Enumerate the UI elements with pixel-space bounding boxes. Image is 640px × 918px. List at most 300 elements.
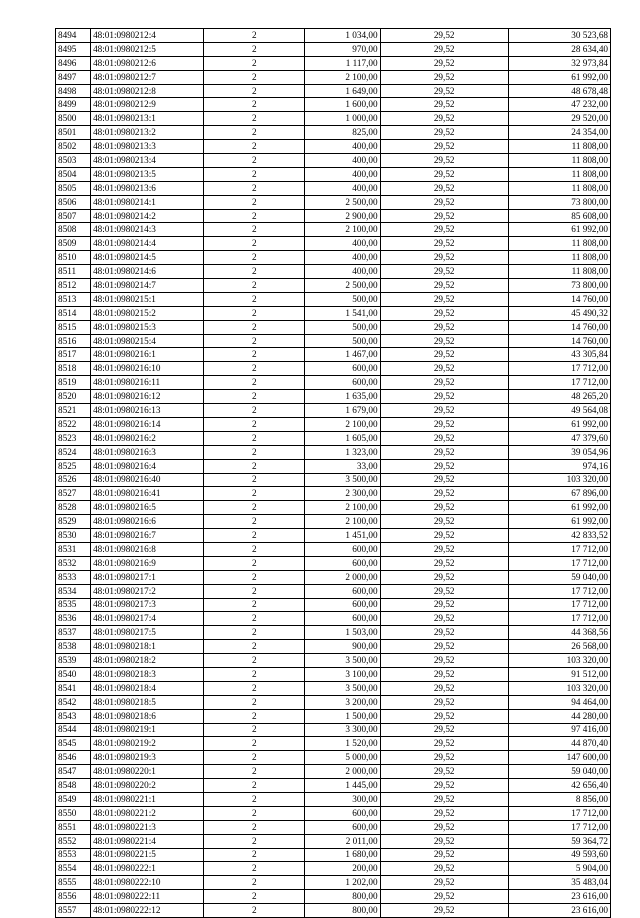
area-cell: 2 000,00 xyxy=(305,570,380,584)
row-number-cell: 8549 xyxy=(56,792,91,806)
rate-cell: 29,52 xyxy=(380,848,508,862)
value-cell: 17 712,00 xyxy=(508,612,610,626)
cadastral-number-cell: 48:01:0980216:4 xyxy=(91,459,204,473)
table-row xyxy=(56,501,611,515)
rate-cell: 29,52 xyxy=(380,320,508,334)
row-number-cell: 8541 xyxy=(56,681,91,695)
rate-cell: 29,52 xyxy=(380,792,508,806)
value-cell: 73 800,00 xyxy=(508,279,610,293)
area-cell: 600,00 xyxy=(305,584,380,598)
table-row xyxy=(56,390,611,404)
rate-cell: 29,52 xyxy=(380,515,508,529)
table-row xyxy=(56,654,611,668)
category-code-cell: 2 xyxy=(204,209,305,223)
cadastral-number-cell: 48:01:0980214:6 xyxy=(91,265,204,279)
area-cell: 500,00 xyxy=(305,334,380,348)
row-number-cell: 8556 xyxy=(56,890,91,904)
row-number-cell: 8539 xyxy=(56,654,91,668)
value-cell: 11 808,00 xyxy=(508,154,610,168)
value-cell: 14 760,00 xyxy=(508,320,610,334)
row-number-cell: 8543 xyxy=(56,709,91,723)
table-row xyxy=(56,84,611,98)
value-cell: 103 320,00 xyxy=(508,654,610,668)
row-number-cell: 8533 xyxy=(56,570,91,584)
table-row xyxy=(56,56,611,70)
area-cell: 1 323,00 xyxy=(305,445,380,459)
category-code-cell: 2 xyxy=(204,29,305,43)
row-number-cell: 8532 xyxy=(56,556,91,570)
value-cell: 11 808,00 xyxy=(508,167,610,181)
cadastral-number-cell: 48:01:0980216:11 xyxy=(91,376,204,390)
rate-cell: 29,52 xyxy=(380,306,508,320)
table-row xyxy=(56,70,611,84)
category-code-cell: 2 xyxy=(204,112,305,126)
value-cell: 17 712,00 xyxy=(508,584,610,598)
table-row xyxy=(56,265,611,279)
row-number-cell: 8537 xyxy=(56,626,91,640)
table-body xyxy=(56,29,611,918)
rate-cell: 29,52 xyxy=(380,70,508,84)
value-cell: 35 483,04 xyxy=(508,876,610,890)
table-row xyxy=(56,695,611,709)
rate-cell: 29,52 xyxy=(380,154,508,168)
category-code-cell: 2 xyxy=(204,723,305,737)
table-row xyxy=(56,126,611,140)
cadastral-number-cell: 48:01:0980215:3 xyxy=(91,320,204,334)
table-row xyxy=(56,779,611,793)
row-number-cell: 8545 xyxy=(56,737,91,751)
area-cell: 300,00 xyxy=(305,792,380,806)
rate-cell: 29,52 xyxy=(380,806,508,820)
area-cell: 1 680,00 xyxy=(305,848,380,862)
rate-cell: 29,52 xyxy=(380,292,508,306)
value-cell: 17 712,00 xyxy=(508,820,610,834)
table-row xyxy=(56,487,611,501)
value-cell: 28 634,40 xyxy=(508,42,610,56)
row-number-cell: 8502 xyxy=(56,140,91,154)
cadastral-number-cell: 48:01:0980214:2 xyxy=(91,209,204,223)
row-number-cell: 8503 xyxy=(56,154,91,168)
row-number-cell: 8501 xyxy=(56,126,91,140)
area-cell: 3 300,00 xyxy=(305,723,380,737)
area-cell: 2 100,00 xyxy=(305,70,380,84)
value-cell: 974,16 xyxy=(508,459,610,473)
cadastral-number-cell: 48:01:0980216:8 xyxy=(91,542,204,556)
cadastral-number-cell: 48:01:0980216:7 xyxy=(91,529,204,543)
cadastral-number-cell: 48:01:0980215:1 xyxy=(91,292,204,306)
table-row xyxy=(56,834,611,848)
area-cell: 1 467,00 xyxy=(305,348,380,362)
row-number-cell: 8534 xyxy=(56,584,91,598)
value-cell: 45 490,32 xyxy=(508,306,610,320)
cadastral-number-cell: 48:01:0980216:10 xyxy=(91,362,204,376)
area-cell: 2 500,00 xyxy=(305,195,380,209)
category-code-cell: 2 xyxy=(204,654,305,668)
category-code-cell: 2 xyxy=(204,390,305,404)
value-cell: 48 678,48 xyxy=(508,84,610,98)
category-code-cell: 2 xyxy=(204,181,305,195)
category-code-cell: 2 xyxy=(204,417,305,431)
rate-cell: 29,52 xyxy=(380,765,508,779)
rate-cell: 29,52 xyxy=(380,181,508,195)
value-cell: 61 992,00 xyxy=(508,501,610,515)
area-cell: 1 202,00 xyxy=(305,876,380,890)
category-code-cell: 2 xyxy=(204,751,305,765)
row-number-cell: 8529 xyxy=(56,515,91,529)
rate-cell: 29,52 xyxy=(380,376,508,390)
cadastral-number-cell: 48:01:0980222:11 xyxy=(91,890,204,904)
table-row xyxy=(56,140,611,154)
area-cell: 400,00 xyxy=(305,237,380,251)
table-row xyxy=(56,306,611,320)
cadastral-number-cell: 48:01:0980213:6 xyxy=(91,181,204,195)
value-cell: 11 808,00 xyxy=(508,237,610,251)
table-row xyxy=(56,431,611,445)
category-code-cell: 2 xyxy=(204,820,305,834)
category-code-cell: 2 xyxy=(204,681,305,695)
category-code-cell: 2 xyxy=(204,640,305,654)
cadastral-number-cell: 48:01:0980213:1 xyxy=(91,112,204,126)
value-cell: 43 305,84 xyxy=(508,348,610,362)
rate-cell: 29,52 xyxy=(380,265,508,279)
row-number-cell: 8518 xyxy=(56,362,91,376)
rate-cell: 29,52 xyxy=(380,84,508,98)
cadastral-number-cell: 48:01:0980216:9 xyxy=(91,556,204,570)
category-code-cell: 2 xyxy=(204,695,305,709)
category-code-cell: 2 xyxy=(204,404,305,418)
category-code-cell: 2 xyxy=(204,834,305,848)
category-code-cell: 2 xyxy=(204,667,305,681)
table-row xyxy=(56,515,611,529)
row-number-cell: 8513 xyxy=(56,292,91,306)
table-row xyxy=(56,334,611,348)
table-row xyxy=(56,29,611,43)
row-number-cell: 8530 xyxy=(56,529,91,543)
rate-cell: 29,52 xyxy=(380,362,508,376)
cadastral-number-cell: 48:01:0980217:1 xyxy=(91,570,204,584)
row-number-cell: 8498 xyxy=(56,84,91,98)
value-cell: 32 973,84 xyxy=(508,56,610,70)
table-row xyxy=(56,279,611,293)
row-number-cell: 8557 xyxy=(56,904,91,918)
area-cell: 600,00 xyxy=(305,598,380,612)
category-code-cell: 2 xyxy=(204,279,305,293)
category-code-cell: 2 xyxy=(204,348,305,362)
value-cell: 97 416,00 xyxy=(508,723,610,737)
value-cell: 49 564,08 xyxy=(508,404,610,418)
row-number-cell: 8521 xyxy=(56,404,91,418)
cadastral-number-cell: 48:01:0980214:4 xyxy=(91,237,204,251)
value-cell: 61 992,00 xyxy=(508,223,610,237)
table-row xyxy=(56,570,611,584)
cadastral-number-cell: 48:01:0980214:5 xyxy=(91,251,204,265)
table-row xyxy=(56,765,611,779)
cadastral-number-cell: 48:01:0980219:2 xyxy=(91,737,204,751)
rate-cell: 29,52 xyxy=(380,417,508,431)
category-code-cell: 2 xyxy=(204,779,305,793)
area-cell: 400,00 xyxy=(305,140,380,154)
area-cell: 600,00 xyxy=(305,542,380,556)
cadastral-number-cell: 48:01:0980217:3 xyxy=(91,598,204,612)
rate-cell: 29,52 xyxy=(380,890,508,904)
table-row xyxy=(56,890,611,904)
table-row xyxy=(56,598,611,612)
cadastral-number-cell: 48:01:0980213:4 xyxy=(91,154,204,168)
rate-cell: 29,52 xyxy=(380,904,508,918)
area-cell: 500,00 xyxy=(305,320,380,334)
cadastral-number-cell: 48:01:0980219:3 xyxy=(91,751,204,765)
category-code-cell: 2 xyxy=(204,626,305,640)
area-cell: 2 000,00 xyxy=(305,765,380,779)
rate-cell: 29,52 xyxy=(380,820,508,834)
rate-cell: 29,52 xyxy=(380,56,508,70)
row-number-cell: 8504 xyxy=(56,167,91,181)
area-cell: 500,00 xyxy=(305,292,380,306)
table-row xyxy=(56,320,611,334)
table-row xyxy=(56,626,611,640)
cadastral-number-cell: 48:01:0980212:4 xyxy=(91,29,204,43)
cadastral-number-cell: 48:01:0980216:6 xyxy=(91,515,204,529)
cadastral-number-cell: 48:01:0980216:14 xyxy=(91,417,204,431)
value-cell: 8 856,00 xyxy=(508,792,610,806)
rate-cell: 29,52 xyxy=(380,529,508,543)
value-cell: 26 568,00 xyxy=(508,640,610,654)
table-row xyxy=(56,751,611,765)
row-number-cell: 8535 xyxy=(56,598,91,612)
rate-cell: 29,52 xyxy=(380,334,508,348)
table-row xyxy=(56,459,611,473)
row-number-cell: 8509 xyxy=(56,237,91,251)
cadastral-number-cell: 48:01:0980216:3 xyxy=(91,445,204,459)
value-cell: 59 364,72 xyxy=(508,834,610,848)
value-cell: 61 992,00 xyxy=(508,70,610,84)
row-number-cell: 8552 xyxy=(56,834,91,848)
value-cell: 85 608,00 xyxy=(508,209,610,223)
area-cell: 1 679,00 xyxy=(305,404,380,418)
category-code-cell: 2 xyxy=(204,265,305,279)
row-number-cell: 8525 xyxy=(56,459,91,473)
value-cell: 44 368,56 xyxy=(508,626,610,640)
cadastral-number-cell: 48:01:0980221:5 xyxy=(91,848,204,862)
row-number-cell: 8544 xyxy=(56,723,91,737)
category-code-cell: 2 xyxy=(204,584,305,598)
area-cell: 1 605,00 xyxy=(305,431,380,445)
row-number-cell: 8517 xyxy=(56,348,91,362)
value-cell: 11 808,00 xyxy=(508,181,610,195)
value-cell: 44 280,00 xyxy=(508,709,610,723)
value-cell: 24 354,00 xyxy=(508,126,610,140)
value-cell: 17 712,00 xyxy=(508,362,610,376)
category-code-cell: 2 xyxy=(204,237,305,251)
category-code-cell: 2 xyxy=(204,570,305,584)
area-cell: 2 900,00 xyxy=(305,209,380,223)
cadastral-number-cell: 48:01:0980215:4 xyxy=(91,334,204,348)
category-code-cell: 2 xyxy=(204,459,305,473)
row-number-cell: 8546 xyxy=(56,751,91,765)
rate-cell: 29,52 xyxy=(380,237,508,251)
row-number-cell: 8524 xyxy=(56,445,91,459)
cadastral-number-cell: 48:01:0980219:1 xyxy=(91,723,204,737)
row-number-cell: 8516 xyxy=(56,334,91,348)
category-code-cell: 2 xyxy=(204,612,305,626)
category-code-cell: 2 xyxy=(204,501,305,515)
row-number-cell: 8508 xyxy=(56,223,91,237)
rate-cell: 29,52 xyxy=(380,654,508,668)
rate-cell: 29,52 xyxy=(380,223,508,237)
table-row xyxy=(56,154,611,168)
category-code-cell: 2 xyxy=(204,84,305,98)
value-cell: 39 054,96 xyxy=(508,445,610,459)
area-cell: 400,00 xyxy=(305,251,380,265)
category-code-cell: 2 xyxy=(204,529,305,543)
cadastral-number-cell: 48:01:0980217:5 xyxy=(91,626,204,640)
category-code-cell: 2 xyxy=(204,737,305,751)
row-number-cell: 8538 xyxy=(56,640,91,654)
table-row xyxy=(56,181,611,195)
category-code-cell: 2 xyxy=(204,223,305,237)
land-plot-table xyxy=(55,28,611,918)
row-number-cell: 8555 xyxy=(56,876,91,890)
row-number-cell: 8510 xyxy=(56,251,91,265)
cadastral-number-cell: 48:01:0980217:2 xyxy=(91,584,204,598)
category-code-cell: 2 xyxy=(204,98,305,112)
value-cell: 23 616,00 xyxy=(508,904,610,918)
cadastral-number-cell: 48:01:0980214:3 xyxy=(91,223,204,237)
value-cell: 44 870,40 xyxy=(508,737,610,751)
cadastral-number-cell: 48:01:0980216:41 xyxy=(91,487,204,501)
area-cell: 1 451,00 xyxy=(305,529,380,543)
cadastral-number-cell: 48:01:0980213:3 xyxy=(91,140,204,154)
row-number-cell: 8542 xyxy=(56,695,91,709)
category-code-cell: 2 xyxy=(204,862,305,876)
cadastral-number-cell: 48:01:0980216:2 xyxy=(91,431,204,445)
area-cell: 400,00 xyxy=(305,265,380,279)
row-number-cell: 8495 xyxy=(56,42,91,56)
table-row xyxy=(56,417,611,431)
value-cell: 147 600,00 xyxy=(508,751,610,765)
rate-cell: 29,52 xyxy=(380,542,508,556)
value-cell: 30 523,68 xyxy=(508,29,610,43)
cadastral-number-cell: 48:01:0980218:4 xyxy=(91,681,204,695)
area-cell: 1 117,00 xyxy=(305,56,380,70)
area-cell: 2 100,00 xyxy=(305,501,380,515)
table-row xyxy=(56,167,611,181)
category-code-cell: 2 xyxy=(204,765,305,779)
value-cell: 73 800,00 xyxy=(508,195,610,209)
table-row xyxy=(56,709,611,723)
area-cell: 600,00 xyxy=(305,820,380,834)
category-code-cell: 2 xyxy=(204,251,305,265)
area-cell: 1 635,00 xyxy=(305,390,380,404)
category-code-cell: 2 xyxy=(204,542,305,556)
category-code-cell: 2 xyxy=(204,42,305,56)
area-cell: 600,00 xyxy=(305,376,380,390)
cadastral-number-cell: 48:01:0980216:40 xyxy=(91,473,204,487)
table-row xyxy=(56,362,611,376)
table-row xyxy=(56,404,611,418)
cadastral-number-cell: 48:01:0980218:5 xyxy=(91,695,204,709)
row-number-cell: 8507 xyxy=(56,209,91,223)
table-row xyxy=(56,376,611,390)
rate-cell: 29,52 xyxy=(380,723,508,737)
cadastral-number-cell: 48:01:0980221:4 xyxy=(91,834,204,848)
value-cell: 103 320,00 xyxy=(508,681,610,695)
area-cell: 1 503,00 xyxy=(305,626,380,640)
table-row xyxy=(56,237,611,251)
table-row xyxy=(56,723,611,737)
category-code-cell: 2 xyxy=(204,195,305,209)
rate-cell: 29,52 xyxy=(380,612,508,626)
cadastral-number-cell: 48:01:0980212:6 xyxy=(91,56,204,70)
rate-cell: 29,52 xyxy=(380,112,508,126)
cadastral-number-cell: 48:01:0980213:2 xyxy=(91,126,204,140)
row-number-cell: 8527 xyxy=(56,487,91,501)
value-cell: 17 712,00 xyxy=(508,598,610,612)
category-code-cell: 2 xyxy=(204,792,305,806)
category-code-cell: 2 xyxy=(204,56,305,70)
category-code-cell: 2 xyxy=(204,306,305,320)
cadastral-number-cell: 48:01:0980212:5 xyxy=(91,42,204,56)
row-number-cell: 8523 xyxy=(56,431,91,445)
area-cell: 33,00 xyxy=(305,459,380,473)
rate-cell: 29,52 xyxy=(380,459,508,473)
cadastral-number-cell: 48:01:0980216:1 xyxy=(91,348,204,362)
rate-cell: 29,52 xyxy=(380,556,508,570)
cadastral-number-cell: 48:01:0980213:5 xyxy=(91,167,204,181)
category-code-cell: 2 xyxy=(204,376,305,390)
table-row xyxy=(56,612,611,626)
rate-cell: 29,52 xyxy=(380,279,508,293)
table-row xyxy=(56,292,611,306)
value-cell: 48 265,20 xyxy=(508,390,610,404)
area-cell: 400,00 xyxy=(305,154,380,168)
cadastral-number-cell: 48:01:0980212:7 xyxy=(91,70,204,84)
rate-cell: 29,52 xyxy=(380,140,508,154)
cadastral-number-cell: 48:01:0980214:7 xyxy=(91,279,204,293)
cadastral-number-cell: 48:01:0980221:1 xyxy=(91,792,204,806)
category-code-cell: 2 xyxy=(204,334,305,348)
cadastral-number-cell: 48:01:0980216:13 xyxy=(91,404,204,418)
value-cell: 14 760,00 xyxy=(508,334,610,348)
table-row xyxy=(56,667,611,681)
row-number-cell: 8550 xyxy=(56,806,91,820)
rate-cell: 29,52 xyxy=(380,195,508,209)
table-row xyxy=(56,42,611,56)
table-row xyxy=(56,556,611,570)
rate-cell: 29,52 xyxy=(380,584,508,598)
table-row xyxy=(56,640,611,654)
table-row xyxy=(56,542,611,556)
area-cell: 5 000,00 xyxy=(305,751,380,765)
value-cell: 14 760,00 xyxy=(508,292,610,306)
table-row xyxy=(56,681,611,695)
area-cell: 2 100,00 xyxy=(305,223,380,237)
value-cell: 59 040,00 xyxy=(508,570,610,584)
row-number-cell: 8500 xyxy=(56,112,91,126)
table-row xyxy=(56,820,611,834)
category-code-cell: 2 xyxy=(204,709,305,723)
table-row xyxy=(56,112,611,126)
table-row xyxy=(56,904,611,918)
table-row xyxy=(56,529,611,543)
rate-cell: 29,52 xyxy=(380,251,508,265)
area-cell: 3 100,00 xyxy=(305,667,380,681)
area-cell: 600,00 xyxy=(305,806,380,820)
table-row xyxy=(56,473,611,487)
row-number-cell: 8528 xyxy=(56,501,91,515)
area-cell: 600,00 xyxy=(305,362,380,376)
area-cell: 3 200,00 xyxy=(305,695,380,709)
